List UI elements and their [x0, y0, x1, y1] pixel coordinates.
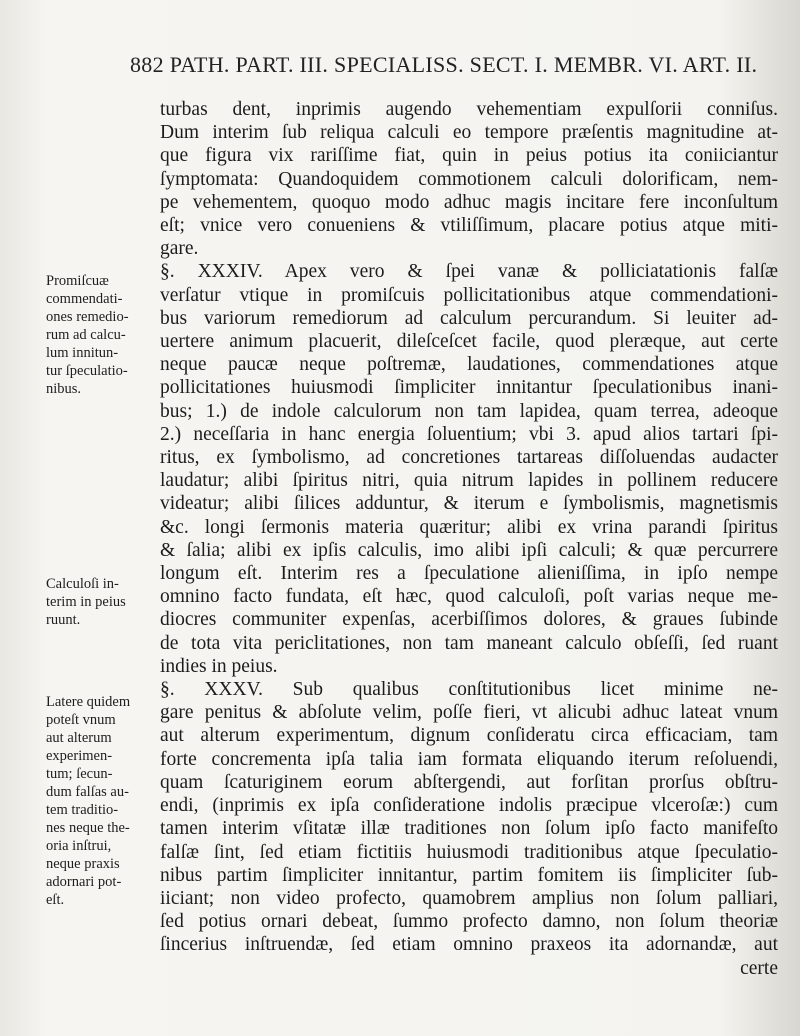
text-line: eſt; vnice vero conueniens & vtiliſſimum, placare potius atque miti-: [160, 215, 778, 237]
margin-note-line: Calculoſi in-: [46, 576, 119, 592]
text-line: que figura vix rariſſime fiat, quin in peius potius ita coniiciantur: [160, 145, 778, 167]
margin-note-line: tur ſpeculatio-: [46, 363, 128, 379]
text-line: gare.: [160, 238, 199, 260]
margin-note-line: Promiſcuæ: [46, 273, 109, 289]
margin-note-line: oria inſtrui,: [46, 838, 112, 854]
margin-note-line: experimen-: [46, 748, 113, 764]
margin-note-line: tum; ſecun-: [46, 766, 113, 782]
margin-note-line: commendati-: [46, 291, 123, 307]
text-line: bus; 1.) de indole calculorum non tam lapidea, quam terrea, adeoque: [160, 400, 778, 422]
text-line: diocres communiter expenſas, acerbiſſimos dolores, & graues ſubinde: [160, 609, 778, 631]
text-line: nibus partim ſimpliciter innitantur, partim fomitem iis ſimpliciter ſub-: [160, 864, 778, 886]
margin-note-line: nes neque the-: [46, 820, 130, 836]
margin-note-line: rum ad calcu-: [46, 327, 126, 343]
text-line: ſincerius inſtruendæ, ſed etiam omnino praxeos ita adornandæ, aut: [160, 934, 778, 956]
text-line: aut alterum experimentum, dignum conſideratu circa efficaciam, tam: [160, 725, 778, 747]
text-line: ſed potius ornari debeat, ſummo profecto damno, non ſolum theoriæ: [160, 911, 778, 933]
margin-note-line: nibus.: [46, 381, 82, 397]
margin-note-line: ruunt.: [46, 612, 81, 628]
margin-note-line: eſt.: [46, 892, 65, 908]
text-line: forte concrementa ipſa talia iam formata eliquando iterum reſoluendi,: [160, 748, 778, 770]
margin-note-line: neque praxis: [46, 856, 120, 872]
margin-note-line: ones remedio-: [46, 309, 129, 325]
text-line: uertere animum placuerit, dileſceſcet facile, quod pleræque, aut certe: [160, 331, 778, 353]
text-line: gare penitus & abſolute velim, poſſe fieri, vt alicubi adhuc lateat vnum: [160, 702, 778, 724]
margin-note-1: [46, 272, 158, 398]
text-line: quam ſcaturiginem eorum abſtergendi, aut forſitan prorſus obſtru-: [160, 771, 778, 793]
text-line: laudatur; alibi ſpiritus nitri, quia nitrum lapides in pollinem reducere: [160, 470, 778, 492]
running-header: 882 PATH. PART. III. SPECIALISS. SECT. I. MEMBR. VI. ART. II.: [130, 52, 758, 77]
margin-note-line: poteſt vnum: [46, 712, 116, 728]
text-line: §. XXXV. Sub qualibus conſtitutionibus licet minime ne-: [160, 679, 778, 701]
text-line: neque paucæ neque poſtremæ, laudationes, commendationes atque: [160, 354, 778, 376]
text-line: verſatur vtique in promiſcuis pollicitationibus atque commendationi-: [160, 284, 778, 306]
margin-note-line: tem traditio-: [46, 802, 119, 818]
margin-note-line: lum innitun-: [46, 345, 119, 361]
text-line: endi, (inprimis ex ipſa conſideratione indolis præcipue vlceroſæ:) cum: [160, 795, 778, 817]
margin-note-line: dum falſas au-: [46, 784, 129, 800]
main-text-column: [160, 98, 778, 980]
margin-note-line: Latere quidem: [46, 694, 131, 710]
text-line: pe vehementem, quoquo modo adhuc magis incitare fere inconſultum: [160, 191, 778, 213]
margin-note-line: terim in peius: [46, 594, 126, 610]
margin-note-2: [46, 575, 158, 629]
text-line: iiciant; non video profecto, quamobrem amplius non ſolum palliari,: [160, 887, 778, 909]
text-line: turbas dent, inprimis augendo vehementiam expulſorii conniſus.: [160, 99, 778, 120]
text-line: ſymptomata: Quandoquidem commotionem calculi dolorificam, nem-: [160, 168, 778, 190]
text-line: de tota vita periclitationes, non tam maneant calculo obſeſſi, ſed ruant: [160, 632, 778, 654]
margin-note-line: aut alterum: [46, 730, 112, 746]
text-line: §. XXXIV. Apex vero & ſpei vanæ & polliciatationis falſæ: [160, 261, 778, 283]
margin-note-line: adornari pot-: [46, 874, 122, 890]
text-line: certe: [740, 957, 778, 979]
text-line: longum eſt. Interim res a ſpeculatione alieniſſima, in ipſo nempe: [160, 563, 778, 585]
text-line: Dum interim ſub reliqua calculi eo tempore præſentis magnitudine at-: [160, 122, 778, 144]
text-line: bus variorum remediorum ad calculum percurandum. Si leuiter ad-: [160, 307, 778, 329]
text-line: 2.) neceſſaria in hanc energia ſoluentium; vbi 3. apud alios tartari ſpi-: [160, 423, 778, 445]
text-line: falſæ ſint, ſed etiam fictitiis huiusmodi traditionibus atque ſpeculatio-: [160, 841, 778, 863]
text-line: indies in peius.: [160, 655, 278, 677]
text-line: videatur; alibi ſilices adduntur, & iterum e ſymbolismis, magnetismis: [160, 493, 778, 515]
text-line: & ſalia; alibi ex ipſis calculis, imo alibi ipſi calculi; & quæ percurrere: [160, 539, 778, 561]
text-line: omnino facto fundata, eſt hæc, quod calculoſi, poſt varias neque me-: [160, 586, 778, 608]
margin-note-3: [46, 693, 158, 909]
text-line: ritus, ex ſymbolismo, ad concretiones tartareas diſſoluendas audacter: [160, 447, 778, 469]
text-line: &c. longi ſermonis materia quæritur; alibi ex vrina parandi ſpiritus: [160, 516, 778, 538]
text-line: pollicitationes huiusmodi ſimpliciter innitantur ſpeculationibus inani-: [160, 377, 778, 399]
text-line: tamen interim vſitatæ illæ traditiones non ſolum ipſo facto manifeſto: [160, 818, 778, 840]
